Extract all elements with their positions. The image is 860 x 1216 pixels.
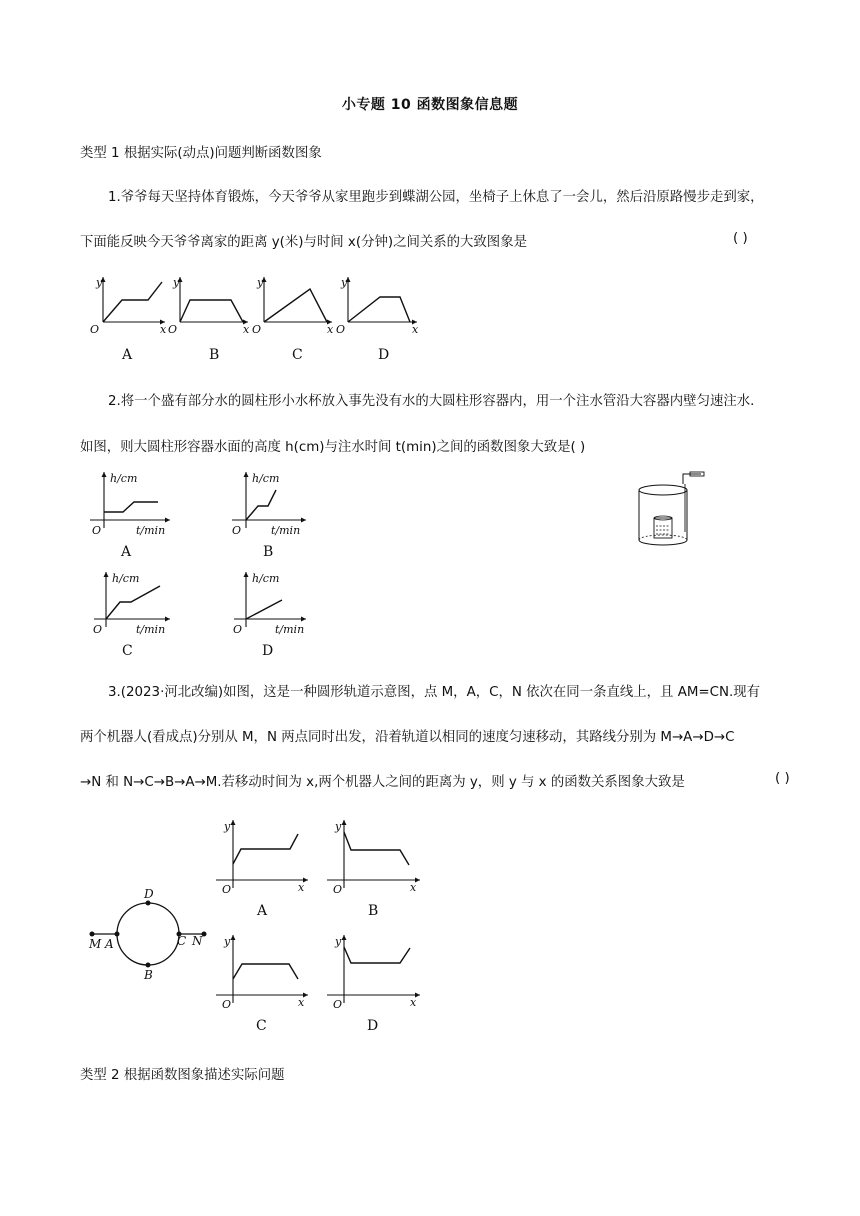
container-illustration xyxy=(639,472,704,545)
q3-a-y-label: y xyxy=(224,820,231,833)
q2-text-line-2: 如图，则大圆柱形容器水面的高度 h(cm)与注水时间 t(min)之间的函数图象大致是( ) xyxy=(80,440,586,455)
q2-d-y-label: h/cm xyxy=(252,572,280,585)
point-a-label: A xyxy=(105,937,114,951)
point-n-label: N xyxy=(192,934,203,948)
q1-text-line-2: 下面能反映今天爷爷离家的距离 y(米)与时间 x(分钟)之间关系的大致图象是 xyxy=(80,235,527,250)
q3-b-x-label: x xyxy=(410,881,417,894)
q3-option-c: C xyxy=(256,1018,267,1034)
q2-option-b: B xyxy=(263,544,274,560)
q2-c-y-label: h/cm xyxy=(112,572,140,585)
q2-b-origin: O xyxy=(232,524,242,537)
q3-text-line-3: →N 和 N→C→B→A→M.若移动时间为 x,两个机器人之间的距离为 y，则 y 与 x 的函数关系图象大致是 xyxy=(80,775,685,790)
q3-a-x-label: x xyxy=(298,881,305,894)
q1-d-x-label: x xyxy=(412,323,419,336)
q2-c-x-label: t/min xyxy=(136,623,166,636)
q1-c-y-label: y xyxy=(257,276,264,289)
q1-option-a: A xyxy=(122,347,133,363)
page-title: 小专题 10 函数图象信息题 xyxy=(341,97,519,113)
q3-graph-b xyxy=(327,820,420,919)
q1-graph-c xyxy=(252,276,334,363)
q3-graph-a xyxy=(216,820,308,919)
q1-graph-d xyxy=(336,276,419,363)
q3-c-x-label: x xyxy=(298,996,305,1009)
point-m-label: M xyxy=(89,937,102,951)
q2-b-x-label: t/min xyxy=(271,524,301,537)
q2-option-d: D xyxy=(262,643,274,659)
q2-graph-c xyxy=(93,572,170,659)
q2-option-a: A xyxy=(121,544,132,560)
q1-option-d: D xyxy=(378,347,390,363)
q2-a-origin: O xyxy=(92,524,102,537)
q3-d-x-label: x xyxy=(410,996,417,1009)
q2-graph-d xyxy=(233,572,306,659)
track-diagram xyxy=(88,887,207,982)
q3-graph-c xyxy=(216,935,308,1034)
q3-option-a: A xyxy=(257,903,268,919)
q1-answer-paren: ( ) xyxy=(733,231,748,246)
q1-graph-b xyxy=(168,276,250,363)
q3-a-origin: O xyxy=(222,883,232,896)
q1-b-x-label: x xyxy=(243,323,250,336)
q2-graph-a xyxy=(90,472,170,560)
q2-c-origin: O xyxy=(93,623,103,636)
q1-b-y-label: y xyxy=(173,276,180,289)
q3-b-origin: O xyxy=(333,883,343,896)
q1-a-origin: O xyxy=(90,323,100,336)
q2-option-c: C xyxy=(122,643,133,659)
q1-c-x-label: x xyxy=(327,323,334,336)
q2-graph-options xyxy=(0,462,860,667)
point-c-label: C xyxy=(177,934,187,948)
q2-a-y-label: h/cm xyxy=(110,472,138,485)
q2-a-x-label: t/min xyxy=(136,524,166,537)
q1-a-x-label: x xyxy=(160,323,167,336)
q1-c-origin: O xyxy=(252,323,262,336)
q3-d-origin: O xyxy=(333,998,343,1011)
q3-b-y-label: y xyxy=(335,820,342,833)
section-2-heading: 类型 2 根据函数图象描述实际问题 xyxy=(80,1068,285,1083)
q2-b-y-label: h/cm xyxy=(252,472,280,485)
q3-c-origin: O xyxy=(222,998,232,1011)
q1-text-line-1: 1.爷爷每天坚持体育锻炼，今天爷爷从家里跑步到蝶湖公园，坐椅子上休息了一会儿，然后沿原路慢步走到家， xyxy=(108,190,764,205)
q2-d-x-label: t/min xyxy=(275,623,305,636)
q3-answer-paren: ( ) xyxy=(775,771,790,786)
q1-option-c: C xyxy=(292,347,303,363)
q1-option-b: B xyxy=(209,347,220,363)
q3-text-line-2: 两个机器人(看成点)分别从 M，N 两点同时出发，沿着轨道以相同的速度匀速移动，其路线分别为 M→A→D→C xyxy=(80,730,735,745)
q2-graph-b xyxy=(232,472,306,560)
q3-d-y-label: y xyxy=(335,935,342,948)
q3-graph-d xyxy=(327,935,420,1034)
q1-graph-a xyxy=(90,276,167,363)
q1-d-y-label: y xyxy=(341,276,348,289)
q3-option-b: B xyxy=(368,903,379,919)
q1-graph-options xyxy=(0,265,860,370)
q1-d-origin: O xyxy=(336,323,346,336)
q2-text-line-1: 2.将一个盛有部分水的圆柱形小水杯放入事先没有水的大圆柱形容器内，用一个注水管沿大容器内壁匀速注水. xyxy=(108,394,755,409)
q3-option-d: D xyxy=(367,1018,379,1034)
q1-a-y-label: y xyxy=(96,276,103,289)
point-d-label: D xyxy=(144,887,154,901)
point-b-label: B xyxy=(144,968,153,982)
q3-c-y-label: y xyxy=(224,935,231,948)
q1-b-origin: O xyxy=(168,323,178,336)
q3-figures xyxy=(0,808,860,1038)
section-1-heading: 类型 1 根据实际(动点)问题判断函数图象 xyxy=(80,146,322,161)
q3-text-line-1: 3.(2023·河北改编)如图，这是一种圆形轨道示意图，点 M，A，C，N 依次在同一条直线上，且 AM=CN.现有 xyxy=(108,685,761,700)
q2-d-origin: O xyxy=(233,623,243,636)
